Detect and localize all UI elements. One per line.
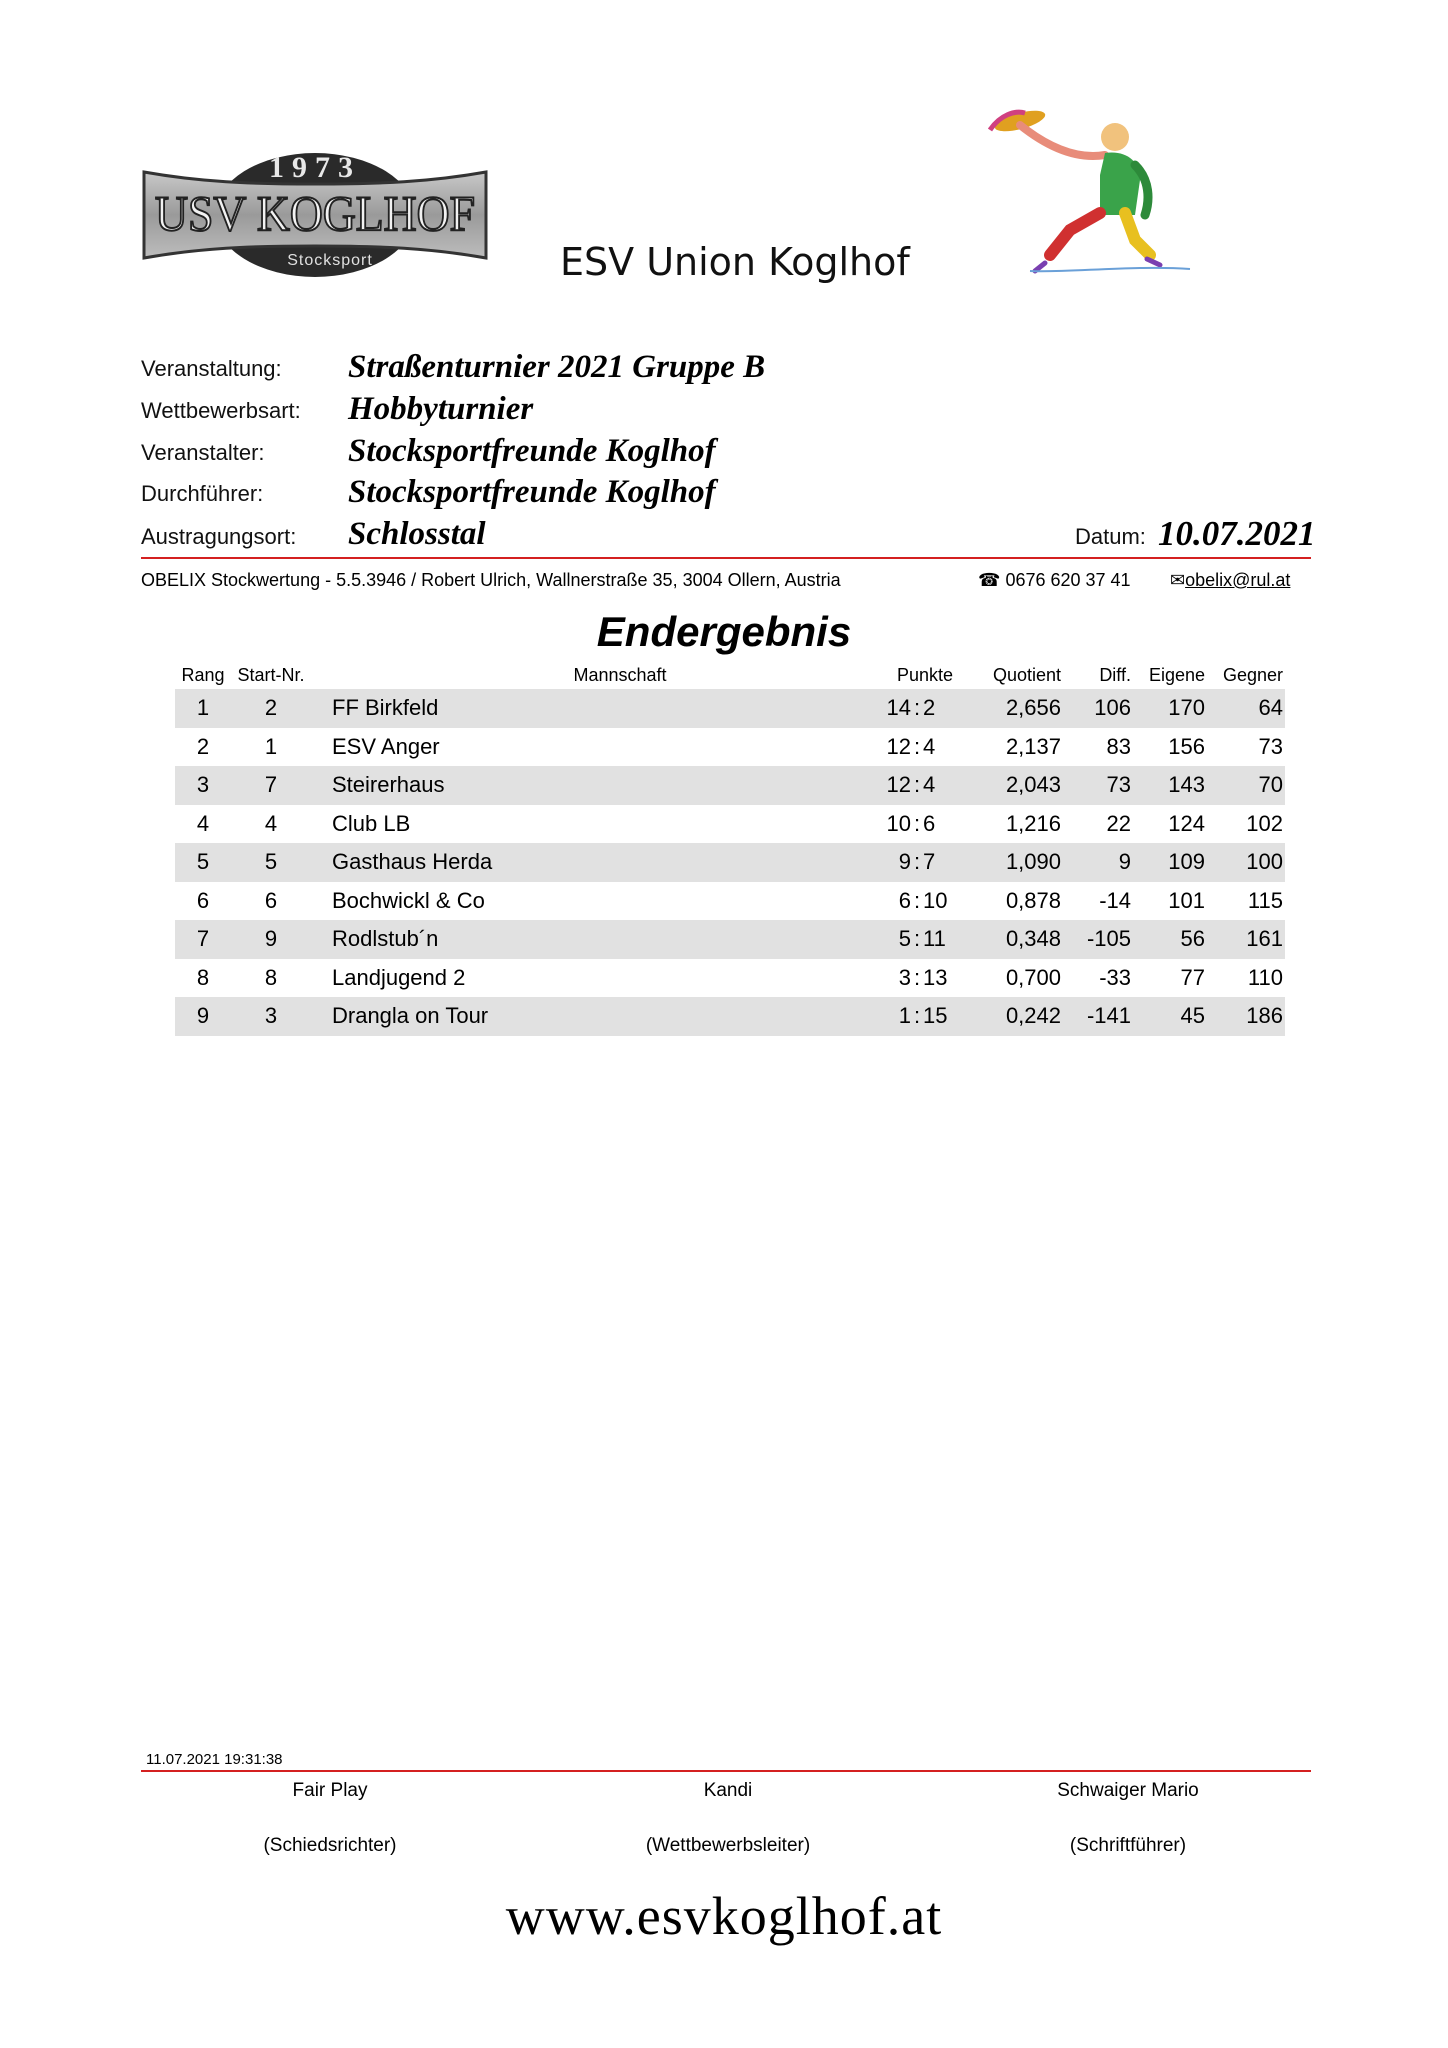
email-link[interactable]: obelix@rul.at xyxy=(1185,570,1291,590)
cell-team: Bochwickl & Co xyxy=(332,887,485,913)
label-wettbewerbsart: Wettbewerbsart: xyxy=(141,398,301,423)
cell-team: Steirerhaus xyxy=(332,772,445,797)
cell-start: 2 xyxy=(264,695,278,720)
logo-name: USV KOGLHOF xyxy=(155,185,475,241)
header-punkte: Punkte xyxy=(896,665,954,685)
cell-gegner: 161 xyxy=(1246,926,1283,951)
cell-punkte xyxy=(865,997,985,1035)
cell-eigene: 77 xyxy=(1180,964,1205,990)
signature-writer-role: (Schriftführer) xyxy=(1069,1835,1187,1856)
cell-punkte xyxy=(865,728,985,766)
header-divider xyxy=(141,557,1311,559)
cell-rang: 2 xyxy=(196,733,210,759)
cell-quotient: 0,348 xyxy=(1005,926,1061,951)
header-rang: Rang xyxy=(181,665,225,685)
cell-start: 5 xyxy=(264,849,278,874)
cell-start: 6 xyxy=(264,887,278,913)
cell-quotient: 0,700 xyxy=(1005,964,1061,990)
cell-team: Landjugend 2 xyxy=(332,964,466,990)
cell-quotient: 0,242 xyxy=(1005,1003,1061,1028)
cell-start: 1 xyxy=(264,733,278,759)
cell-team: Club LB xyxy=(332,810,411,836)
cell-quotient: 1,216 xyxy=(1005,810,1061,836)
header-team: Mannschaft xyxy=(573,665,667,685)
label-veranstaltung: Veranstaltung: xyxy=(141,356,282,381)
label-datum: Datum: xyxy=(1075,524,1146,549)
cell-start: 3 xyxy=(264,1003,278,1028)
cell-gegner: 100 xyxy=(1246,849,1283,874)
punkte-separator: : xyxy=(913,695,921,720)
website-url[interactable]: www.esvkoglhof.at xyxy=(505,1886,943,1946)
table-row xyxy=(175,843,1285,882)
cell-diff: 9 xyxy=(1118,849,1131,874)
table-row xyxy=(175,920,1285,959)
cell-diff: -141 xyxy=(1086,1003,1131,1028)
cell-rang: 1 xyxy=(196,695,210,720)
cell-eigene: 170 xyxy=(1168,695,1205,720)
cell-team: ESV Anger xyxy=(332,733,440,759)
page-title: Endergebnis xyxy=(596,608,852,655)
cell-team: FF Birkfeld xyxy=(332,695,439,720)
logo-year: 1973 xyxy=(269,151,361,184)
cell-eigene: 156 xyxy=(1168,733,1205,759)
cell-punkte xyxy=(865,882,985,920)
header-start: Start-Nr. xyxy=(237,665,305,685)
punkte-lost: 10 xyxy=(923,887,948,913)
punkte-separator: : xyxy=(913,772,921,797)
table-row xyxy=(175,805,1285,844)
software-credit: OBELIX Stockwertung - 5.5.3946 / Robert Ulrich, Wallnerstraße 35, 3004 Ollern, Austria xyxy=(141,570,841,590)
header-eigene: Eigene xyxy=(1148,665,1205,685)
header-quotient: Quotient xyxy=(992,665,1061,685)
cell-punkte xyxy=(865,920,985,958)
cell-gegner: 73 xyxy=(1258,733,1283,759)
punkte-separator: : xyxy=(913,733,921,759)
cell-start: 8 xyxy=(264,964,278,990)
cell-punkte xyxy=(865,689,985,727)
cell-gegner: 110 xyxy=(1247,964,1283,990)
cell-punkte xyxy=(865,843,985,881)
punkte-separator: : xyxy=(913,926,921,951)
table-row xyxy=(175,882,1285,921)
cell-gegner: 64 xyxy=(1258,695,1283,720)
punkte-lost: 6 xyxy=(923,810,936,836)
mail-icon: ✉ xyxy=(1170,570,1186,590)
table-row xyxy=(175,728,1285,767)
table-row xyxy=(175,689,1285,728)
cell-quotient: 0,878 xyxy=(1005,887,1061,913)
punkte-lost: 2 xyxy=(923,695,936,720)
table-row xyxy=(175,997,1285,1036)
cell-punkte xyxy=(865,766,985,804)
punkte-separator: : xyxy=(913,849,921,874)
punkte-won: 5 xyxy=(898,926,911,951)
punkte-lost: 11 xyxy=(923,926,946,951)
cell-eigene: 56 xyxy=(1180,926,1205,951)
cell-team: Rodlstub´n xyxy=(332,926,439,951)
cell-rang: 3 xyxy=(196,772,210,797)
punkte-won: 1 xyxy=(898,1003,911,1028)
punkte-separator: : xyxy=(913,887,921,913)
label-durchfuehrer: Durchführer: xyxy=(141,481,264,506)
punkte-separator: : xyxy=(913,964,921,990)
table-header xyxy=(175,661,1285,689)
cell-start: 7 xyxy=(264,772,278,797)
cell-diff: 22 xyxy=(1106,810,1131,836)
cell-gegner: 102 xyxy=(1246,810,1283,836)
punkte-separator: : xyxy=(913,810,921,836)
cell-rang: 9 xyxy=(196,1003,210,1028)
table-body xyxy=(175,689,1285,1036)
phone-contact xyxy=(978,570,1131,591)
cell-rang: 6 xyxy=(196,887,210,913)
cell-start: 4 xyxy=(264,810,278,836)
club-name: ESV Union Koglhof xyxy=(560,240,910,284)
table-row xyxy=(175,766,1285,805)
cell-punkte xyxy=(865,959,985,997)
cell-gegner: 186 xyxy=(1246,1003,1283,1028)
punkte-won: 12 xyxy=(886,772,911,797)
punkte-lost: 13 xyxy=(923,964,948,990)
cell-eigene: 45 xyxy=(1180,1003,1205,1028)
punkte-won: 10 xyxy=(886,810,911,836)
value-wettbewerbsart: Hobbyturnier xyxy=(348,391,534,427)
signature-writer-name: Schwaiger Mario xyxy=(1057,1780,1199,1801)
header-diff: Diff. xyxy=(1099,665,1131,685)
cell-start: 9 xyxy=(264,926,278,951)
signature-leader-name: Kandi xyxy=(703,1780,753,1801)
label-austragungsort: Austragungsort: xyxy=(141,524,297,549)
cell-eigene: 109 xyxy=(1168,849,1205,874)
cell-eigene: 143 xyxy=(1168,772,1205,797)
cell-quotient: 2,043 xyxy=(1005,772,1061,797)
table-row xyxy=(175,959,1285,998)
phone-icon: ☎ xyxy=(978,570,1001,590)
phone-number: 0676 620 37 41 xyxy=(1005,570,1131,590)
punkte-won: 14 xyxy=(886,695,911,720)
punkte-won: 12 xyxy=(886,733,911,759)
header-gegner: Gegner xyxy=(1222,665,1283,685)
punkte-lost: 4 xyxy=(923,772,936,797)
punkte-won: 3 xyxy=(898,964,911,990)
signature-referee-role: (Schiedsrichter) xyxy=(263,1835,397,1856)
email-contact[interactable] xyxy=(1170,570,1290,591)
cell-diff: 106 xyxy=(1094,695,1131,720)
cell-diff: -33 xyxy=(1099,964,1131,990)
cell-team: Drangla on Tour xyxy=(332,1003,489,1028)
punkte-lost: 15 xyxy=(923,1003,948,1028)
cell-quotient: 2,656 xyxy=(1005,695,1061,720)
punkte-won: 6 xyxy=(898,887,911,913)
cell-rang: 8 xyxy=(196,964,210,990)
punkte-won: 9 xyxy=(898,849,911,874)
label-veranstalter: Veranstalter: xyxy=(141,440,265,465)
cell-punkte xyxy=(865,805,985,843)
cell-eigene: 124 xyxy=(1168,810,1205,836)
cell-diff: -14 xyxy=(1099,887,1131,913)
signature-referee-name: Fair Play xyxy=(292,1780,368,1801)
value-datum: 10.07.2021 xyxy=(1158,514,1316,553)
cell-diff: 73 xyxy=(1106,772,1131,797)
cell-diff: 83 xyxy=(1106,733,1131,759)
punkte-separator: : xyxy=(913,1003,921,1028)
value-durchfuehrer: Stocksportfreunde Koglhof xyxy=(348,474,716,510)
stock-player-illustration xyxy=(975,105,1215,275)
value-austragungsort: Schlosstal xyxy=(348,516,486,552)
punkte-lost: 4 xyxy=(923,733,936,759)
print-timestamp: 11.07.2021 19:31:38 xyxy=(146,1751,283,1768)
results-table xyxy=(175,661,1285,1036)
cell-diff: -105 xyxy=(1086,926,1131,951)
cell-eigene: 101 xyxy=(1168,887,1205,913)
usv-koglhof-logo xyxy=(140,150,490,280)
punkte-lost: 7 xyxy=(923,849,936,874)
value-veranstalter: Stocksportfreunde Koglhof xyxy=(348,433,716,469)
footer-divider xyxy=(141,1770,1311,1772)
value-veranstaltung: Straßenturnier 2021 Gruppe B xyxy=(348,349,766,385)
cell-team: Gasthaus Herda xyxy=(332,849,493,874)
signature-leader-role: (Wettbewerbsleiter) xyxy=(645,1835,811,1856)
cell-quotient: 2,137 xyxy=(1005,733,1061,759)
cell-rang: 7 xyxy=(196,926,210,951)
cell-rang: 5 xyxy=(196,849,210,874)
logo-sub: Stocksport xyxy=(287,252,373,269)
cell-gegner: 70 xyxy=(1258,772,1283,797)
cell-rang: 4 xyxy=(196,810,210,836)
cell-quotient: 1,090 xyxy=(1005,849,1061,874)
cell-gegner: 115 xyxy=(1247,887,1283,913)
